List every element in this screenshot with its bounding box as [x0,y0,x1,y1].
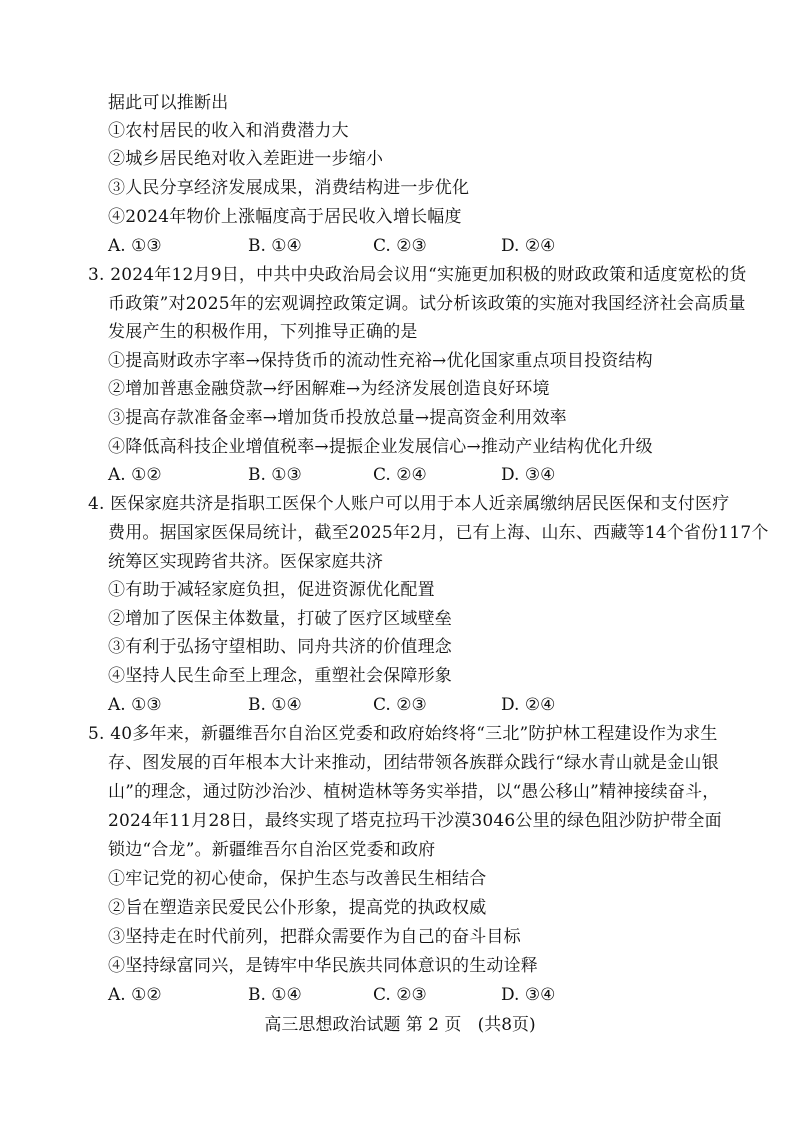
q4-option-1: ①有助于减轻家庭负担，促进资源优化配置 [108,580,435,600]
q3-choice-c: C. ②④ [373,465,427,485]
q5-option-2: ②旨在塑造亲民爱民公仆形象，提高党的执政权威 [108,898,487,918]
q2-choice-c: C. ②③ [373,236,427,256]
q3-choice-b: B. ①③ [248,465,302,485]
question-2-prompt: 据此可以推断出 [108,93,229,113]
q3-option-3: ③提高存款准备金率→增加货币投放总量→提高资金利用效率 [108,408,567,428]
q5-option-4: ④坚持绿富同兴，是铸牢中华民族共同体意识的生动诠释 [108,956,538,976]
q2-option-4: ④2024年物价上涨幅度高于居民收入增长幅度 [108,207,462,227]
q2-option-3: ③人民分享经济发展成果，消费结构进一步优化 [108,178,470,198]
q4-choices [108,694,668,716]
q5-choice-c: C. ②③ [373,985,427,1005]
q3-stem-line-3: 发展产生的积极作用，下列推导正确的是 [108,322,418,342]
q5-stem-line-5: 锁边“合龙”。新疆维吾尔自治区党委和政府 [108,840,436,860]
q3-option-4: ④降低高科技企业增值税率→提振企业发展信心→推动产业结构优化升级 [108,437,653,457]
q5-choices [108,984,668,1006]
q3-choice-d: D. ③④ [501,465,556,485]
q4-option-3: ③有利于弘扬守望相助、同舟共济的价值理念 [108,637,452,657]
q2-choice-b: B. ①④ [248,236,302,256]
q2-choices [108,235,668,257]
q5-choice-b: B. ①④ [248,985,302,1005]
q3-option-1: ①提高财政赤字率→保持货币的流动性充裕→优化国家重点项目投资结构 [108,351,653,371]
q2-choice-a: A. ①③ [108,236,162,256]
q5-option-1: ①牢记党的初心使命，保护生态与改善民生相结合 [108,869,487,889]
q4-stem-line-1: 4. 医保家庭共济是指职工医保个人账户可以用于本人近亲属缴纳居民医保和支付医疗 [88,494,730,514]
q5-choice-d: D. ③④ [501,985,556,1005]
q4-choice-b: B. ①④ [248,695,302,715]
q5-choice-a: A. ①② [108,985,162,1005]
q2-option-1: ①农村居民的收入和消费潜力大 [108,121,349,141]
q4-stem-line-2: 费用。据国家医保局统计，截至2025年2月，已有上海、山东、西藏等14个省份117个 [108,523,769,543]
q3-option-2: ②增加普惠金融贷款→纾困解难→为经济发展创造良好环境 [108,379,550,399]
q5-stem-line-1: 5. 40多年来，新疆维吾尔自治区党委和政府始终将“三北”防护林工程建设作为求生 [88,724,718,744]
q3-stem-line-2: 币政策”对2025年的宏观调控政策定调。试分析该政策的实施对我国经济社会高质量 [108,294,746,314]
q4-option-2: ②增加了医保主体数量，打破了医疗区域壁垒 [108,609,452,629]
page-footer: 高三思想政治试题 第 2 页 (共8页) [264,1015,536,1035]
q4-choice-c: C. ②③ [373,695,427,715]
q3-choices [108,464,668,486]
q5-stem-line-3: 山”的理念，通过防沙治沙、植树造林等务实举措，以“愚公移山”精神接续奋斗， [108,782,720,802]
q4-stem-line-3: 统筹区实现跨省共济。医保家庭共济 [108,552,384,572]
q2-option-2: ②城乡居民绝对收入差距进一步缩小 [108,149,384,169]
q3-stem-line-1: 3. 2024年12月9日，中共中央政治局会议用“实施更加积极的财政政策和适度宽松的货 [88,265,747,285]
q4-option-4: ④坚持人民生命至上理念，重塑社会保障形象 [108,666,452,686]
q2-choice-d: D. ②④ [501,236,556,256]
q5-stem-line-2: 存、图发展的百年根本大计来推动，团结带领各族群众践行“绿水青山就是金山银 [108,753,719,773]
q5-stem-line-4: 2024年11月28日，最终实现了塔克拉玛干沙漠3046公里的绿色阻沙防护带全面 [108,811,722,831]
q3-choice-a: A. ①② [108,465,162,485]
q5-option-3: ③坚持走在时代前列，把群众需要作为自己的奋斗目标 [108,927,521,947]
q4-choice-a: A. ①③ [108,695,162,715]
q4-choice-d: D. ②④ [501,695,556,715]
